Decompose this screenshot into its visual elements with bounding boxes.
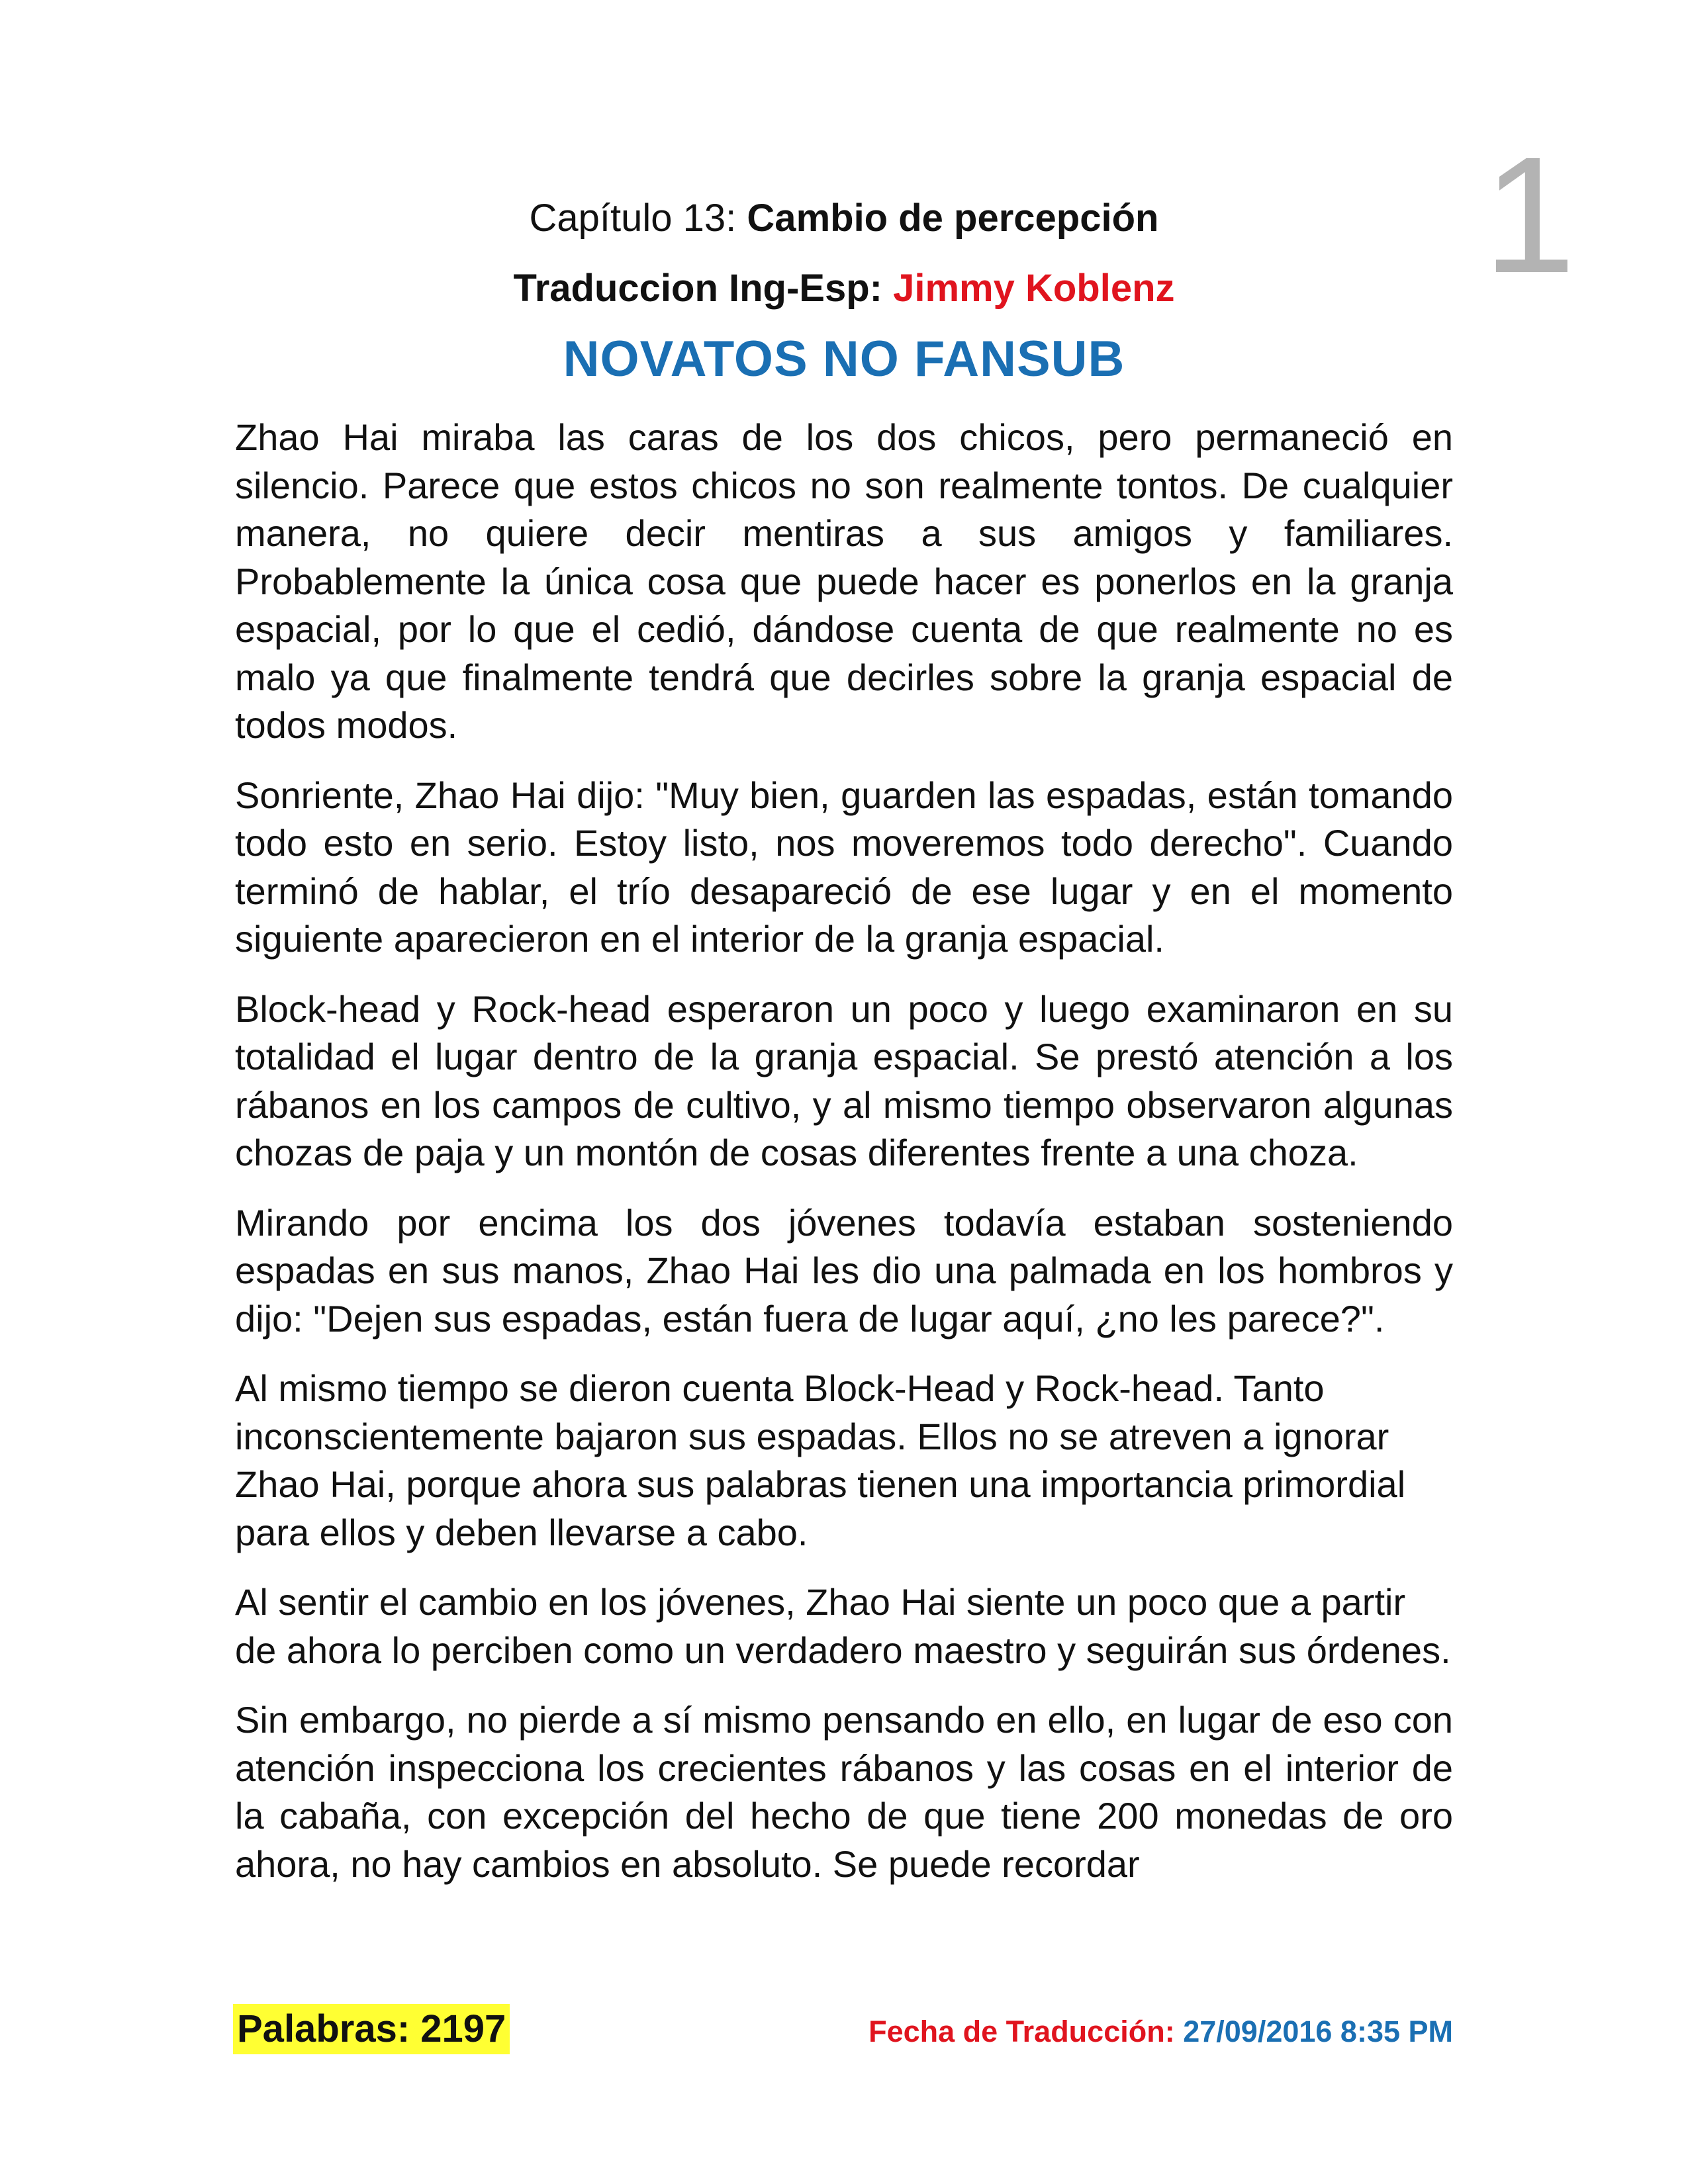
page-number: 1	[1483, 122, 1575, 307]
paragraph-4: Mirando por encima los dos jóvenes todavía estaban sosteniendo espadas en sus manos, Zhao Hai les dio una palmada en los hombros y dijo: "Dejen sus espadas, están fuera de lugar aquí, ¿no les parece?".	[235, 1201, 1453, 1340]
paragraph-3: Block-head y Rock-head esperaron un poco y luego examinaron en su totalidad el lugar dentro de la granja espacial. Se prestó atención a los rábanos en los campos de cultivo, y al mismo tiempo observaron algunas chozas de paja y un montón de cosas diferentes frente a una choza.	[235, 987, 1453, 1173]
chapter-header	[0, 189, 1688, 392]
chapter-body	[235, 414, 1453, 1910]
paragraph-2: Sonriente, Zhao Hai dijo: "Muy bien, guarden las espadas, están tomando todo esto en serio. Estoy listo, nos moveremos todo derecho". Cuando terminó de hablar, el trío desapareció de ese lugar y en el momento siguiente aparecieron en el interior de la granja espacial.	[235, 774, 1453, 960]
paragraph-5: Al mismo tiempo se dieron cuenta Block-Head y Rock-head. Tanto inconscientemente bajaron sus espadas. Ellos no se atreven a ignorar Zhao Hai, porque ahora sus palabras tienen una importancia primordial para ellos y deben llevarse a cabo.	[235, 1367, 1406, 1553]
translation-date	[868, 2012, 1453, 2052]
chapter-prefix: Capítulo 13:	[529, 197, 747, 240]
paragraph-1: Zhao Hai miraba las caras de los dos chicos, pero permaneció en silencio. Parece que estos chicos no son realmente tontos. De cualquier manera, no quiere decir mentiras a sus amigos y familiares. Probablemente la única cosa que puede hacer es ponerlos en la granja espacial, por lo que el cedió, dándose cuenta de que realmente no es malo ya que finalmente tendrá que decirles sobre la granja espacial de todos modos.	[235, 416, 1453, 746]
word-count: Palabras: 2197	[233, 2004, 510, 2054]
paragraph-6: Al sentir el cambio en los jóvenes, Zhao Hai siente un poco que a partir de ahora lo perciben como un verdadero maestro y seguirán sus órdenes.	[235, 1581, 1451, 1671]
translator-label: Traduccion Ing-Esp:	[513, 267, 894, 310]
translation-date-label: Fecha de Traducción:	[868, 2015, 1184, 2048]
translator-name: Jimmy Koblenz	[893, 267, 1175, 310]
group-name: NOVATOS NO FANSUB	[563, 331, 1125, 387]
paragraph-7: Sin embargo, no pierde a sí mismo pensando en ello, en lugar de eso con atención inspecciona los crecientes rábanos y las cosas en el interior de la cabaña, con excepción del hecho de que tiene 200 monedas de oro ahora, no hay cambios en absoluto. Se puede recordar	[235, 1699, 1453, 1885]
chapter-title-line	[0, 189, 1688, 248]
translator-line	[0, 259, 1688, 318]
chapter-title: Cambio de percepción	[747, 197, 1159, 240]
translation-date-value: 27/09/2016 8:35 PM	[1183, 2015, 1453, 2048]
